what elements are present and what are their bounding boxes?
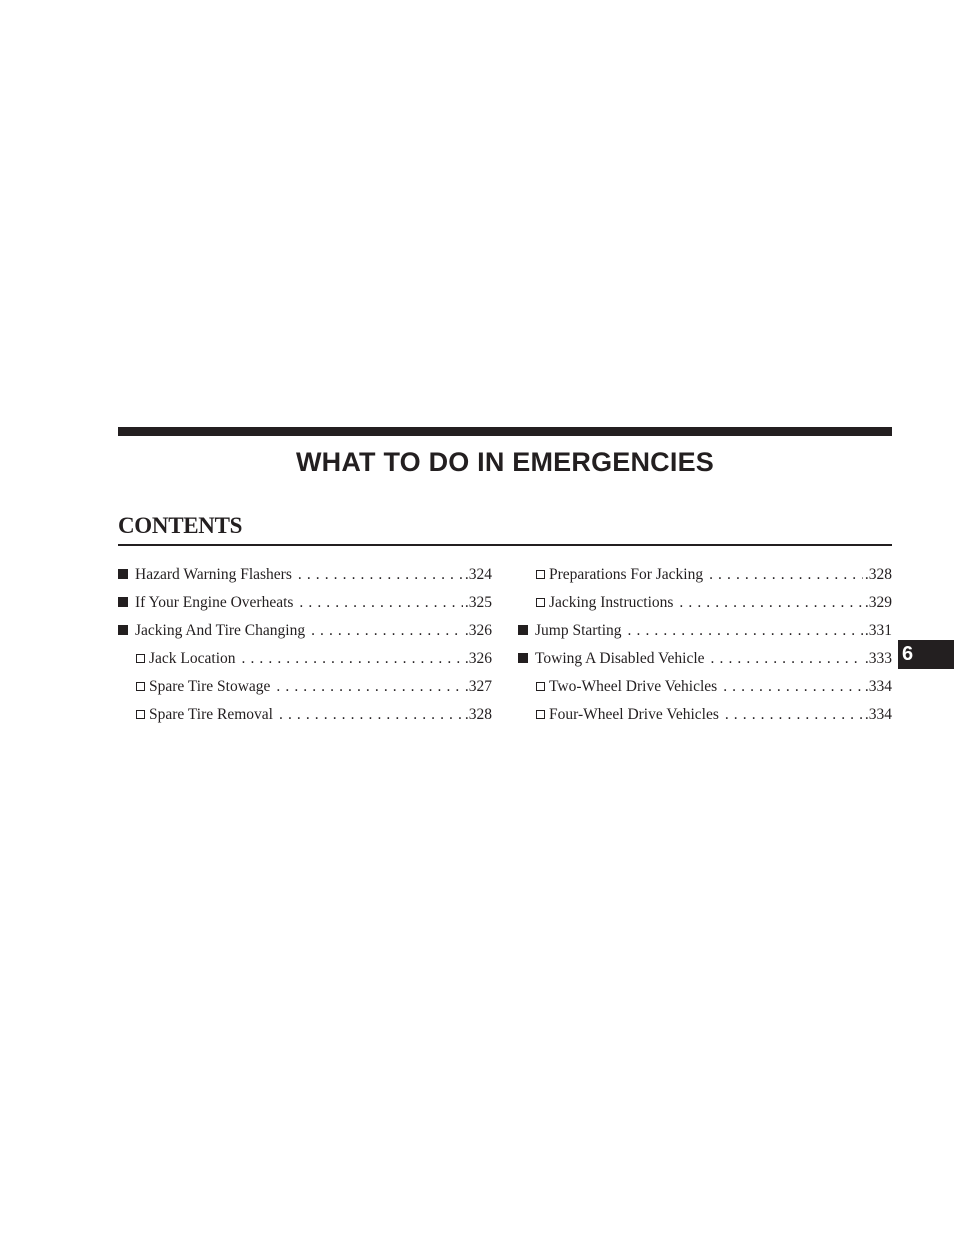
toc-entry-label: If Your Engine Overheats — [135, 594, 294, 611]
toc-entry-engine-overheats[interactable] — [118, 589, 492, 617]
chapter-tab-number: 6 — [902, 643, 914, 665]
dot-leader — [628, 617, 863, 645]
toc-page-number: .328 — [864, 566, 892, 583]
filled-square-icon — [118, 569, 128, 579]
hollow-square-icon — [136, 710, 145, 719]
toc-entry-label: Jump Starting — [535, 622, 622, 639]
hollow-square-icon — [536, 682, 545, 691]
contents-heading: CONTENTS — [118, 513, 243, 538]
dot-leader — [725, 701, 863, 729]
dot-leader — [242, 645, 463, 673]
filled-square-icon — [118, 597, 128, 607]
toc-entry-jump-starting[interactable] — [518, 617, 892, 645]
toc-entry-label: Spare Tire Stowage — [149, 678, 271, 695]
hollow-square-icon — [536, 598, 545, 607]
toc-entry-hazard-warning-flashers[interactable] — [118, 561, 492, 589]
contents-divider — [118, 544, 892, 546]
toc-entry-four-wheel-drive-vehicles[interactable] — [518, 701, 892, 729]
toc-entry-jack-location[interactable] — [118, 645, 492, 673]
toc-right-column — [518, 561, 892, 729]
toc-page-number: .328 — [464, 706, 492, 723]
toc-entry-spare-tire-removal[interactable] — [118, 701, 492, 729]
dot-leader — [679, 589, 862, 617]
hollow-square-icon — [536, 570, 545, 579]
toc-entry-jacking-instructions[interactable] — [518, 589, 892, 617]
toc-page-number: .325 — [464, 594, 492, 611]
toc-entry-label: Towing A Disabled Vehicle — [535, 650, 705, 667]
toc-page-number: .327 — [464, 678, 492, 695]
dot-leader — [723, 673, 863, 701]
chapter-title: WHAT TO DO IN EMERGENCIES — [295, 447, 714, 477]
toc-entry-label: Two-Wheel Drive Vehicles — [549, 678, 718, 695]
toc-entry-label: Jacking And Tire Changing — [135, 622, 306, 639]
dot-leader — [311, 617, 463, 645]
toc-entry-two-wheel-drive-vehicles[interactable] — [518, 673, 892, 701]
hollow-square-icon — [536, 710, 545, 719]
toc-page-number: .329 — [864, 594, 892, 611]
toc-entry-label: Jacking Instructions — [549, 594, 674, 611]
toc-page-number: .334 — [864, 706, 892, 723]
toc-page-number: .333 — [864, 650, 892, 667]
toc-entry-label: Jack Location — [149, 650, 236, 667]
dot-leader — [276, 673, 462, 701]
dot-leader — [711, 645, 863, 673]
toc-page-number: .334 — [864, 678, 892, 695]
toc-entry-towing-disabled-vehicle[interactable] — [518, 645, 892, 673]
toc-page-number: .331 — [864, 622, 892, 639]
toc-entry-label: Four-Wheel Drive Vehicles — [549, 706, 719, 723]
filled-square-icon — [118, 625, 128, 635]
dot-leader — [299, 589, 462, 617]
toc-page-number: .324 — [464, 566, 492, 583]
hollow-square-icon — [136, 654, 145, 663]
toc-entry-preparations-for-jacking[interactable] — [518, 561, 892, 589]
toc-entry-spare-tire-stowage[interactable] — [118, 673, 492, 701]
toc-entry-label: Spare Tire Removal — [149, 706, 273, 723]
chapter-top-rule — [118, 427, 892, 436]
toc-entry-label: Hazard Warning Flashers — [135, 566, 292, 583]
dot-leader — [298, 561, 463, 589]
toc-entry-label: Preparations For Jacking — [549, 566, 704, 583]
filled-square-icon — [518, 625, 528, 635]
filled-square-icon — [518, 653, 528, 663]
hollow-square-icon — [136, 682, 145, 691]
dot-leader — [279, 701, 463, 729]
toc-left-column — [118, 561, 492, 729]
chapter-tab[interactable] — [898, 640, 954, 669]
toc-page-number: .326 — [464, 622, 492, 639]
toc-entry-jacking-and-tire-changing[interactable] — [118, 617, 492, 645]
dot-leader — [709, 561, 863, 589]
toc-page-number: .326 — [464, 650, 492, 667]
